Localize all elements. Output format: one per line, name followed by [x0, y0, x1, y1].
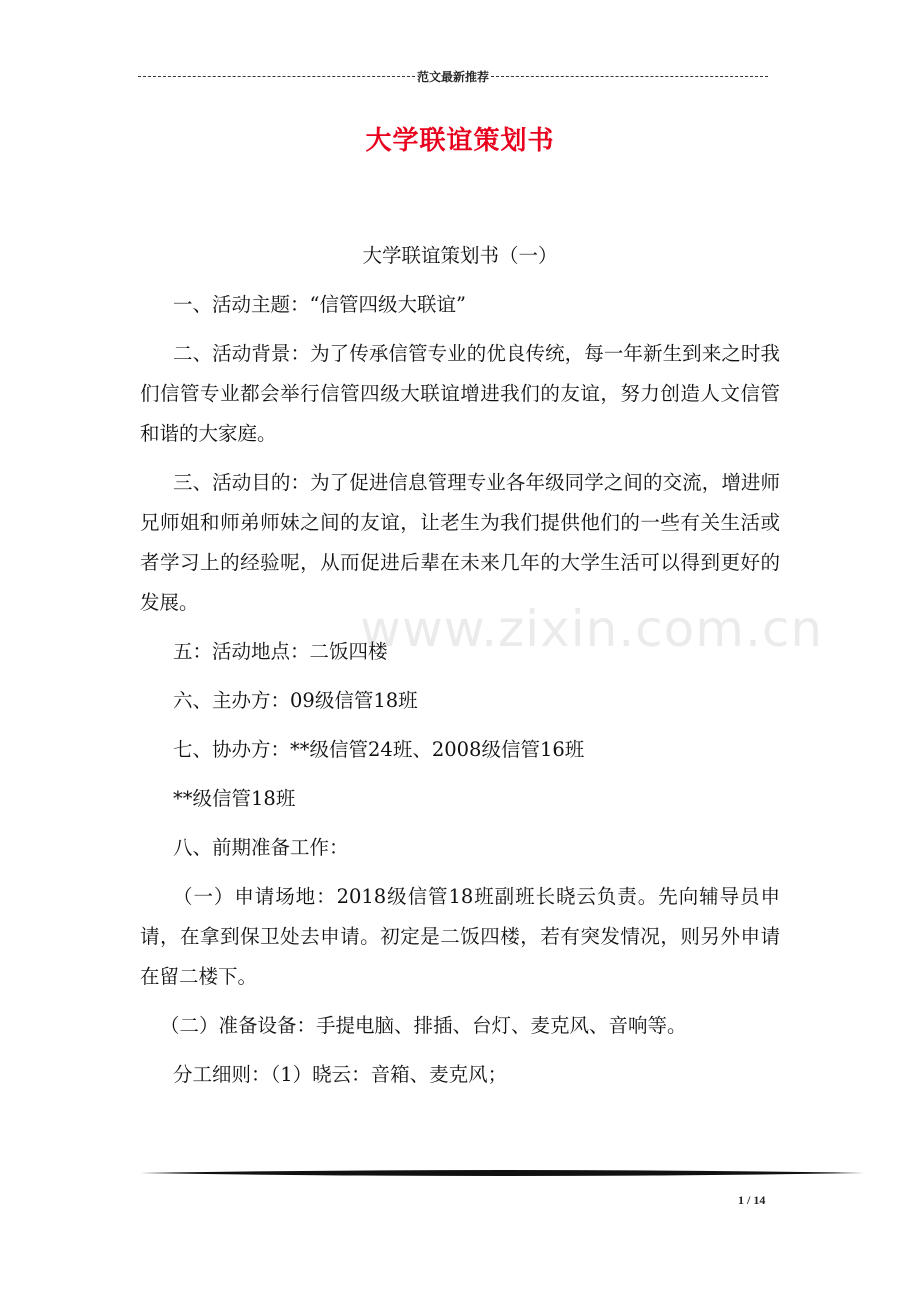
paragraph-co-organizer: 七、协办方：**级信管24班、2008级信管16班	[173, 738, 585, 761]
watermark-text: www.zixin.com.cn	[360, 600, 824, 658]
document-title: 大学联谊策划书	[365, 126, 555, 156]
document-body	[140, 236, 780, 1104]
header-label: 范文最新推荐	[417, 69, 490, 84]
paragraph-theme: 一、活动主题：“信管四级大联谊”	[173, 293, 466, 316]
section-heading: 大学联谊策划书（一）	[362, 244, 558, 267]
paragraph-background: 二、活动背景：为了传承信管专业的优良传统，每一年新生到来之时我们信管专业都会举行信管四级大联谊增进我们的友谊，努力创造人文信管和谐的大家庭。	[140, 342, 780, 445]
paragraph-venue: （一）申请场地：2018级信管18班副班长晓云负责。先向辅导员申请，在拿到保卫处去申请。初定是二饭四楼，若有突发情况，则另外申请在留二楼下。	[140, 885, 780, 988]
paragraph-co-organizer-cont: **级信管18班	[173, 787, 296, 810]
paragraph-division: 分工细则：（1）晓云：音箱、麦克风；	[173, 1063, 508, 1086]
footer-rule	[140, 1166, 864, 1180]
header-dash-left	[138, 76, 415, 77]
paragraph-preparation: 八、前期准备工作：	[173, 836, 349, 859]
page-number: 1 / 14	[738, 1193, 766, 1207]
paragraph-location: 五：活动地点：二饭四楼	[173, 640, 388, 663]
paragraph-organizer: 六、主办方：09级信管18班	[173, 689, 418, 712]
header-dash-right	[491, 76, 768, 77]
paragraph-equipment: （二）准备设备：手提电脑、排插、台灯、麦克风、音响等。	[160, 1014, 687, 1037]
page-header	[138, 66, 768, 86]
paragraph-purpose: 三、活动目的：为了促进信息管理专业各年级同学之间的交流，增进师兄师姐和师弟师妹之间的友谊，让老生为我们提供他们的一些有关生活或者学习上的经验呢，从而促进后辈在未来几年的大学生活可以得到更好的发展。	[140, 471, 780, 614]
